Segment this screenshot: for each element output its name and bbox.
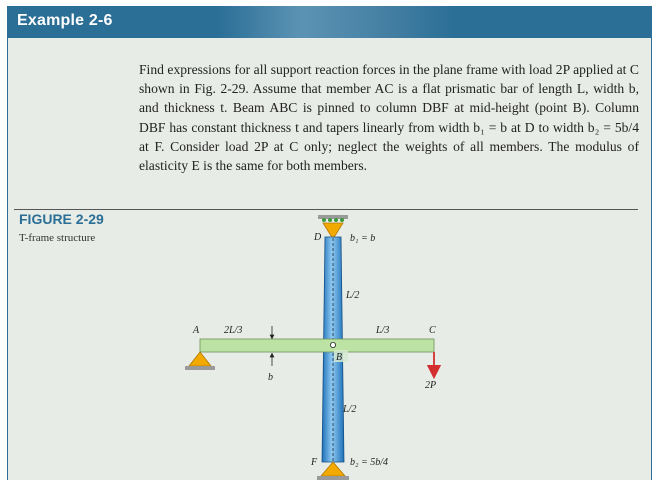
label-span-left: 2L/3 bbox=[224, 325, 243, 336]
beam-abc bbox=[200, 339, 434, 352]
label-c: C bbox=[429, 325, 436, 336]
label-load: 2P bbox=[425, 380, 437, 391]
support-f-plate bbox=[317, 476, 349, 480]
support-d-plate bbox=[318, 215, 348, 219]
support-a-plate bbox=[185, 366, 215, 370]
label-half-top: L/2 bbox=[346, 290, 360, 301]
support-f-triangle bbox=[321, 462, 345, 476]
label-f: F bbox=[311, 457, 318, 468]
problem-statement: Find expressions for all support reaction forces in the plane frame with load 2P applied at C shown in Fig. 2-29. Assume that member AC is a flat prismatic bar of length L, width b, and thickness t. Beam ABC is pinned to column DBF at mid-height (point B). Column DBF has constant thickness t and tapers linearly from width b₁ = b at D to width b₂ = 5b/4 at F. Consider load 2P at C only; neglect the weights of all members. The modulus of elasticity E is the same for both members. bbox=[139, 62, 639, 174]
support-d bbox=[318, 215, 348, 239]
label-span-right: L/3 bbox=[376, 325, 390, 336]
figure-caption: T-frame structure bbox=[19, 232, 96, 244]
example-title: Example 2-6 bbox=[17, 12, 113, 29]
label-b1: b₁ = b bbox=[350, 233, 376, 244]
label-half-bottom: L/2 bbox=[343, 404, 357, 415]
label-a: A bbox=[193, 325, 200, 336]
label-b: B bbox=[336, 352, 343, 363]
figure-label: FIGURE 2-29 bbox=[19, 211, 104, 227]
pin-b bbox=[330, 342, 335, 347]
support-a-triangle bbox=[189, 352, 211, 366]
label-width-b: b bbox=[268, 372, 273, 383]
label-b2: b₂ = 5b/4 bbox=[350, 457, 389, 468]
support-a bbox=[185, 352, 215, 370]
label-d: D bbox=[314, 232, 322, 243]
support-f bbox=[317, 462, 349, 480]
